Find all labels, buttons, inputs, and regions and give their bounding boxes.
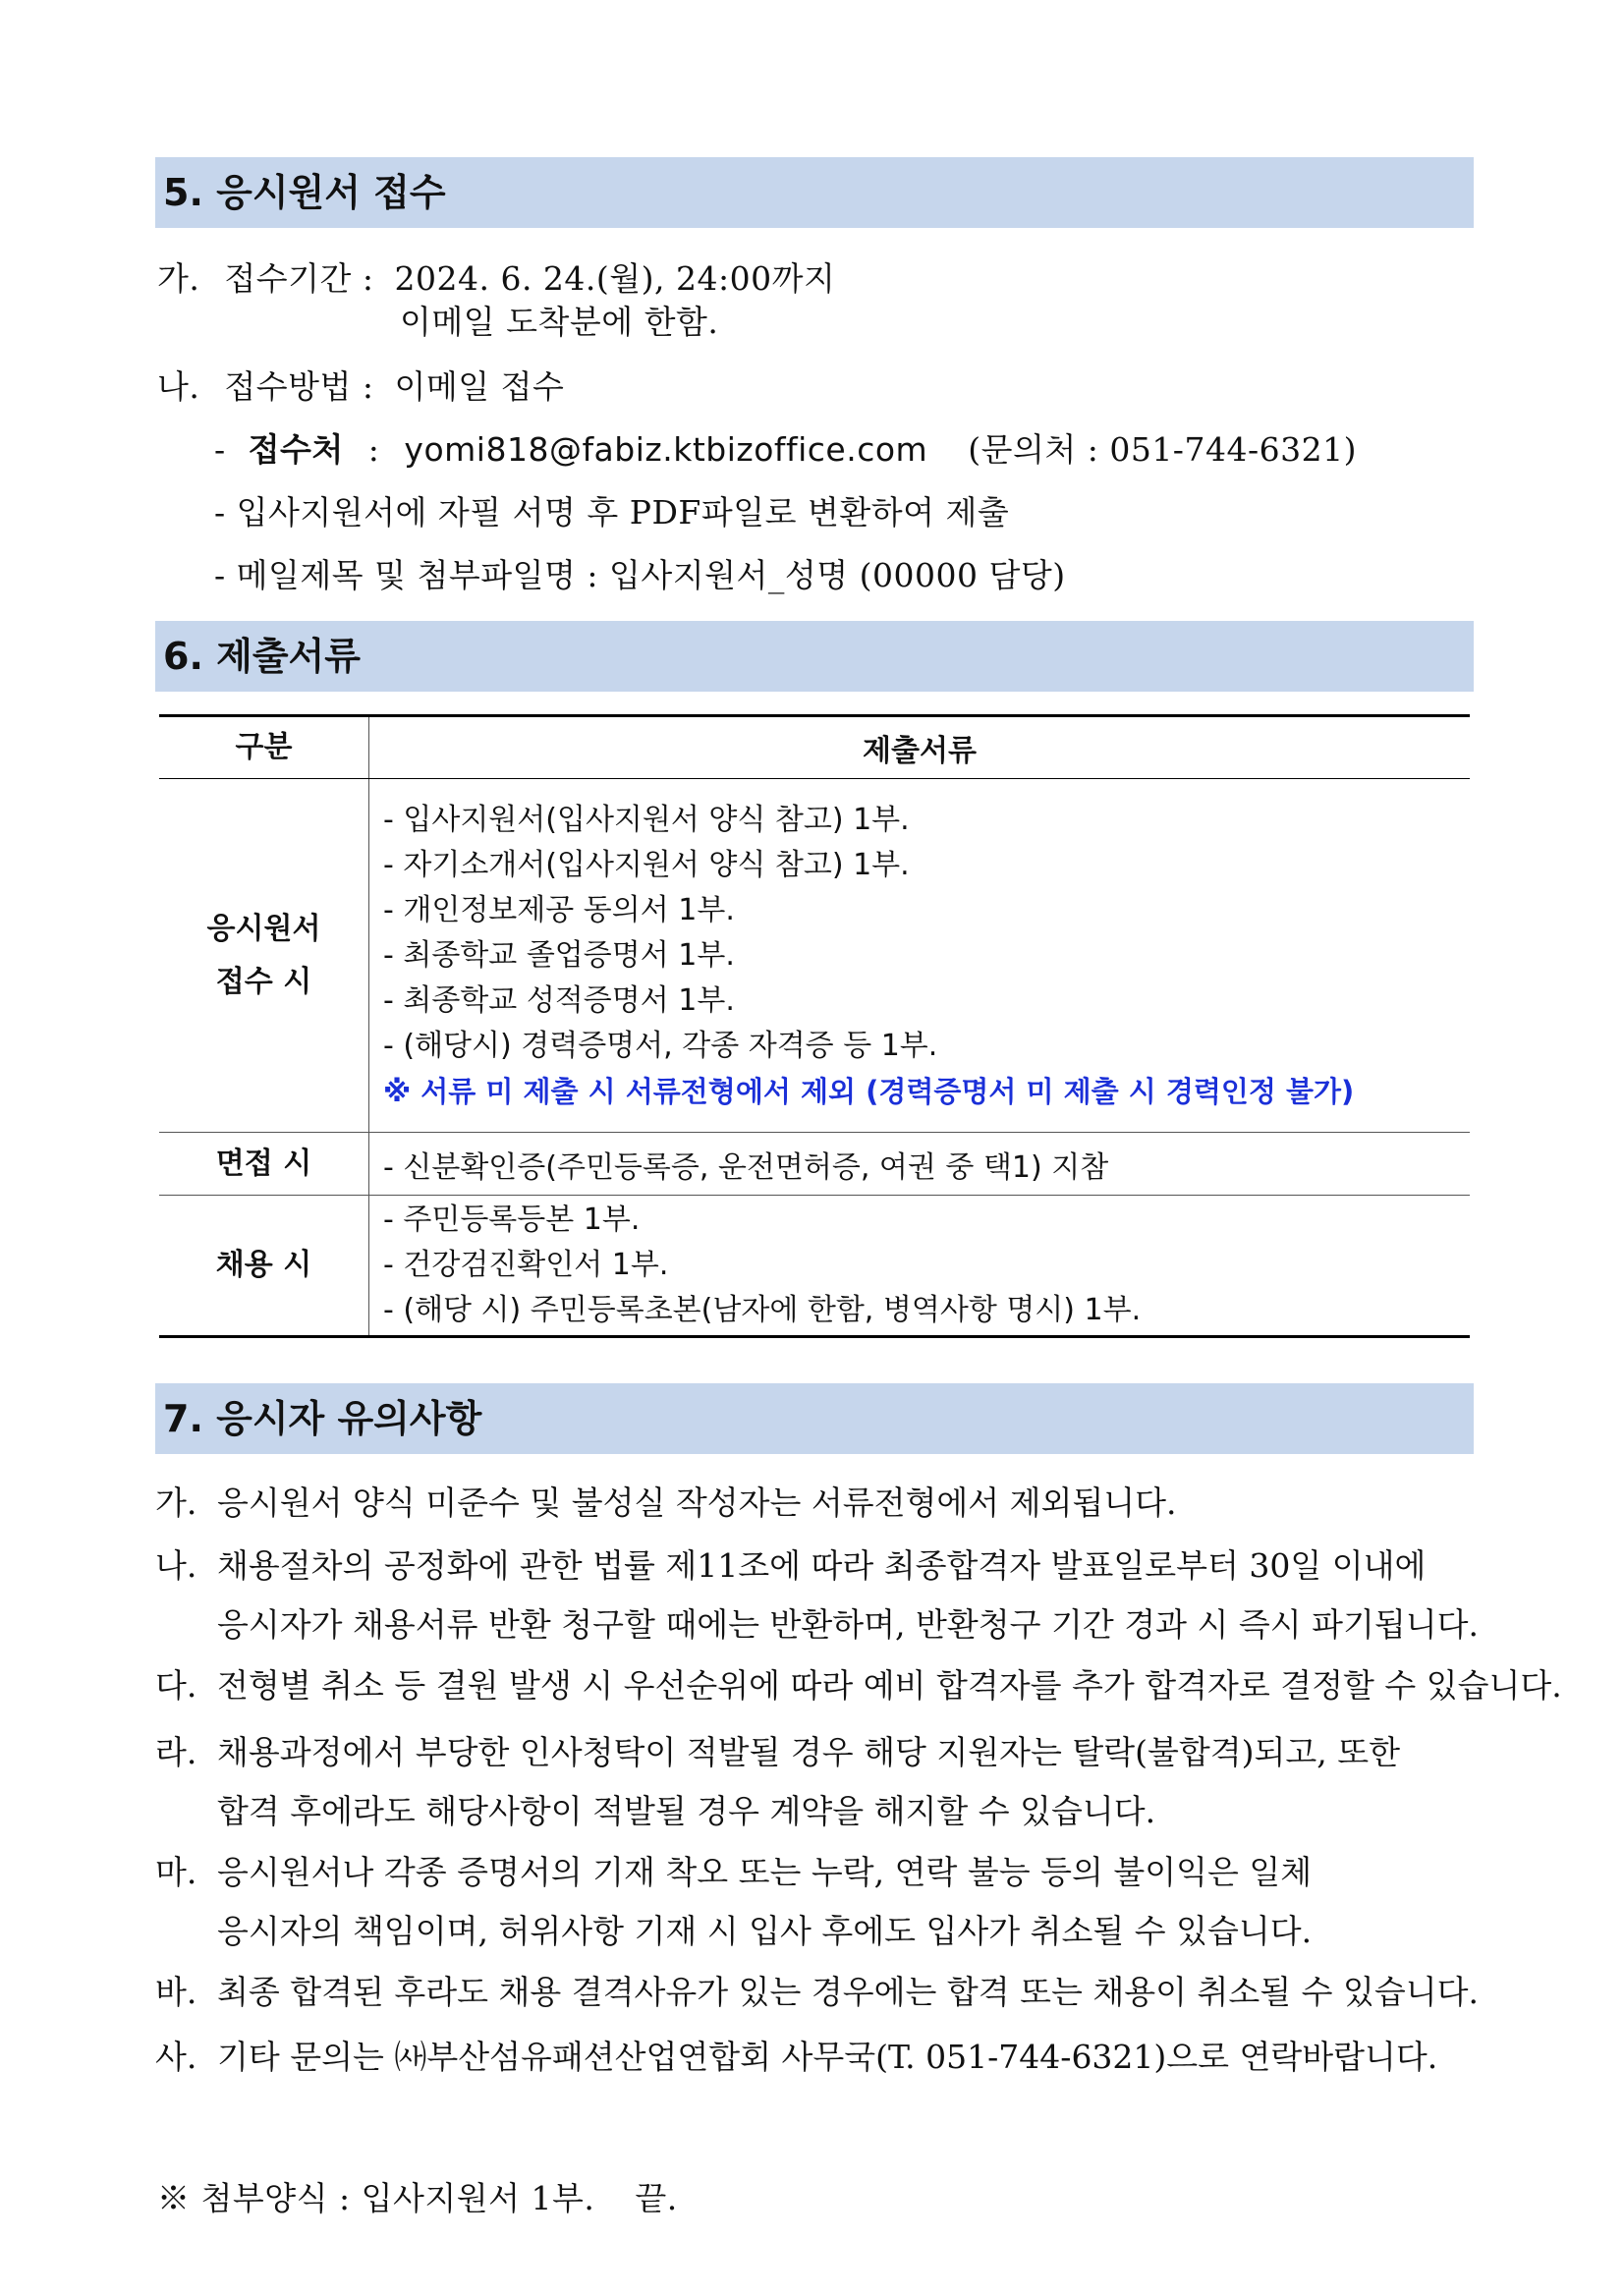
receipt-address-line (214, 428, 1357, 472)
receipt-address-colon: : (367, 430, 380, 469)
attachment-footer (157, 2177, 678, 2220)
section-7-heading: 7. 응시자 유의사항 (155, 1383, 1474, 1454)
list-marker: 나. (157, 367, 200, 406)
receipt-method-value: 이메일 접수 (394, 367, 565, 406)
table-row (159, 779, 1470, 1133)
receipt-method-line (157, 365, 564, 409)
receipt-period-line (157, 257, 835, 301)
document-item: - 입사지원서(입사지원서 양식 참고) 1부. (383, 802, 910, 837)
documents-cell (369, 1196, 1471, 1337)
table-row (159, 1196, 1470, 1337)
table-header-documents: 제출서류 (369, 716, 1471, 779)
list-item-text: 전형별 취소 등 결원 발생 시 우선순위에 따라 예비 합격자를 추가 합격자로 결정할 수 있습니다. (217, 1666, 1562, 1705)
list-marker: 사. (155, 2038, 197, 2076)
list-marker: 라. (155, 1733, 197, 1771)
document-item: - (해당 시) 주민등록초본(남자에 한함, 병역사항 명시) 1부. (383, 1293, 1142, 1327)
list-item-text: 최종 합격된 후라도 채용 결격사유가 있는 경우에는 합격 또는 채용이 취소될 수 있습니다. (217, 1973, 1479, 2011)
table-header-category: 구분 (159, 716, 369, 779)
section-6-heading: 6. 제출서류 (155, 621, 1474, 692)
attachment-note: ※ 첨부양식 : 입사지원서 1부. (157, 2179, 595, 2217)
section-5-heading: 5. 응시원서 접수 (155, 157, 1474, 228)
receipt-period-label: 접수기간 : (224, 259, 374, 298)
documents-cell (369, 1133, 1471, 1196)
document-item: - 최종학교 성적증명서 1부. (383, 982, 735, 1018)
category-label: 응시원서 (206, 911, 321, 946)
list-item-text: 채용과정에서 부당한 인사청탁이 적발될 경우 해당 지원자는 탈락(불합격)되고, 또한 (217, 1733, 1401, 1771)
table-row (159, 1133, 1470, 1196)
list-marker: 마. (155, 1853, 197, 1891)
receipt-period-note: 이메일 도착분에 한함. (400, 303, 719, 341)
category-label: 접수 시 (215, 964, 312, 999)
list-item-text: 기타 문의는 ㈔부산섬유패션산업연합회 사무국(T. 051-744-6321)으로 연락바랍니다. (217, 2038, 1438, 2076)
category-hiring: 채용 시 (159, 1196, 369, 1337)
pdf-instruction-line: - 입사지원서에 자필 서명 후 PDF파일로 변환하여 제출 (214, 493, 1010, 532)
submission-warning-note: ※ 서류 미 제출 시 서류전형에서 제외 (경력증명서 미 제출 시 경력인정 불가) (383, 1074, 1355, 1108)
list-item-text: 응시원서 양식 미준수 및 불성실 작성자는 서류전형에서 제외됩니다. (217, 1483, 1177, 1522)
contact-info: (문의처 : 051-744-6321) (968, 430, 1357, 469)
receipt-email-link[interactable]: yomi818@fabiz.ktbizoffice.com (404, 430, 928, 469)
list-marker: 다. (155, 1666, 197, 1705)
mail-subject-line: - 메일제목 및 첨부파일명 : 입사지원서_성명 (00000 담당) (214, 556, 1066, 594)
document-item: - 건강검진확인서 1부. (383, 1248, 669, 1282)
documents-cell (369, 779, 1471, 1133)
list-item-text: 응시원서나 각종 증명서의 기재 착오 또는 누락, 연락 불능 등의 불이익은 일체 (217, 1853, 1313, 1891)
table-header-row (159, 716, 1470, 779)
list-item-text: 응시자가 채용서류 반환 청구할 때에는 반환하며, 반환청구 기간 경과 시 즉시 파기됩니다. (217, 1605, 1479, 1644)
receipt-method-label: 접수방법 : (224, 367, 374, 406)
document-item: - 주민등록등본 1부. (383, 1203, 641, 1237)
category-application (159, 779, 369, 1133)
document-item: - 자기소개서(입사지원서 양식 참고) 1부. (383, 847, 910, 882)
document-item: - 개인정보제공 동의서 1부. (383, 892, 735, 927)
category-interview: 면접 시 (159, 1133, 369, 1196)
receipt-address-label: 접수처 (248, 430, 344, 469)
document-item: - (해당시) 경력증명서, 각종 자격증 등 1부. (383, 1028, 938, 1063)
list-marker: 가. (155, 1483, 197, 1522)
document-item: - 신분확인증(주민등록증, 운전면허증, 여권 중 택1) 지참 (383, 1149, 1109, 1185)
end-mark: 끝. (635, 2179, 678, 2217)
list-item-text: 응시자의 책임이며, 허위사항 기재 시 입사 후에도 입사가 취소될 수 있습니다. (217, 1912, 1313, 1950)
list-marker: 나. (155, 1546, 197, 1585)
list-item-text: 합격 후에라도 해당사항이 적발될 경우 계약을 해지할 수 있습니다. (217, 1792, 1156, 1830)
bullet-dash: - (214, 430, 226, 469)
list-item-text: 채용절차의 공정화에 관한 법률 제11조에 따라 최종합격자 발표일로부터 30일 이내에 (217, 1546, 1427, 1585)
documents-table (159, 714, 1470, 1338)
list-marker: 바. (155, 1973, 197, 2011)
document-item: - 최종학교 졸업증명서 1부. (383, 937, 735, 973)
list-marker: 가. (157, 259, 200, 298)
receipt-period-value: 2024. 6. 24.(월), 24:00까지 (394, 259, 836, 298)
